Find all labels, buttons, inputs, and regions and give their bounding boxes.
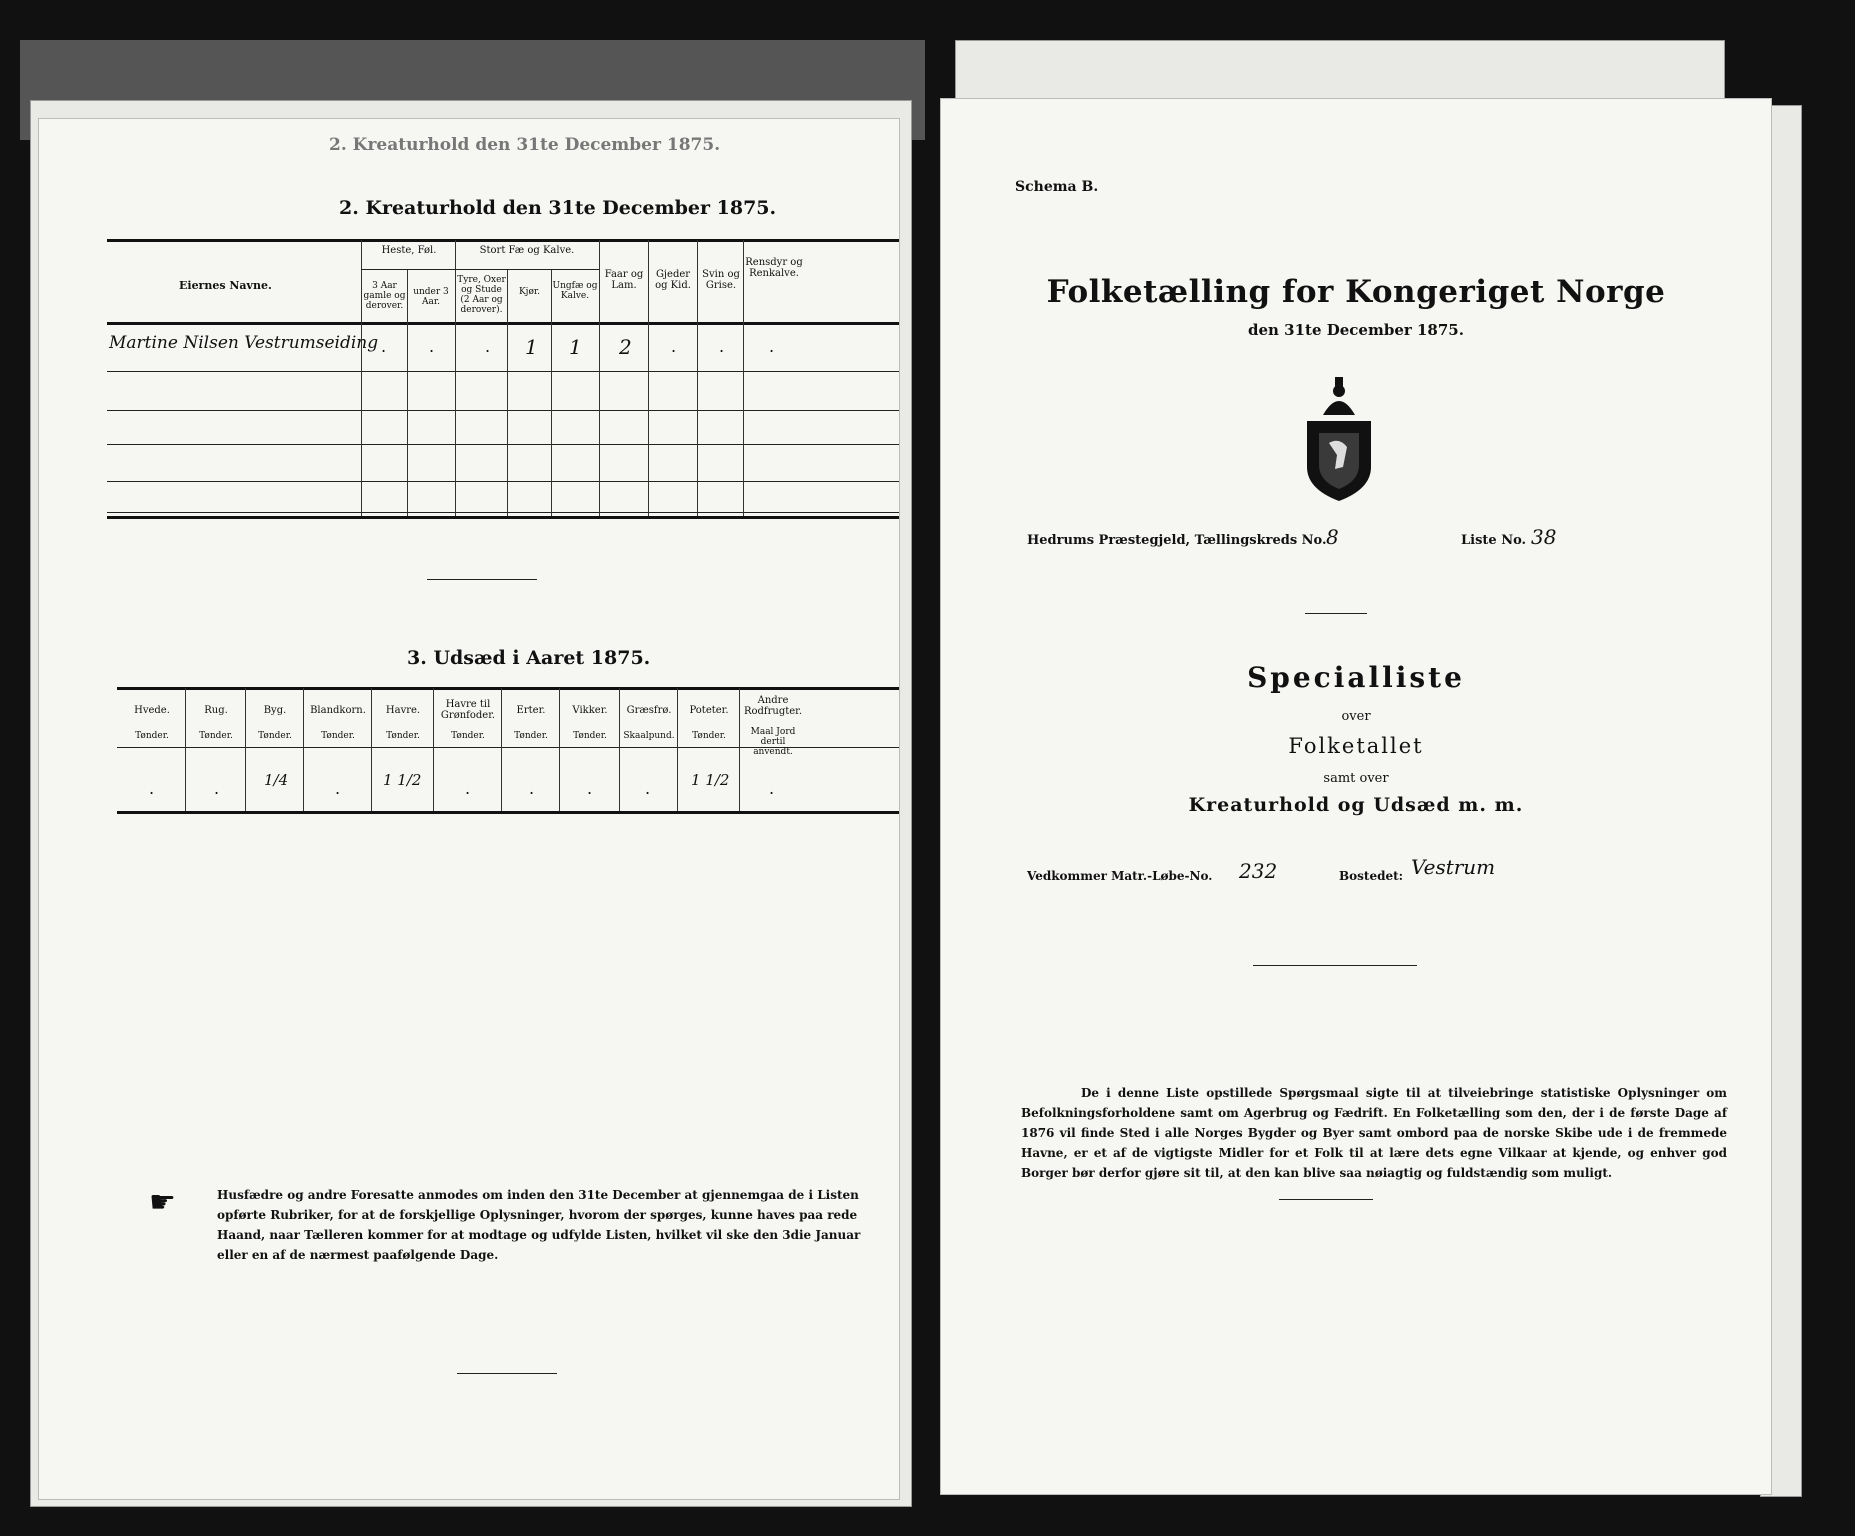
s3-unit: Tønder. xyxy=(451,731,485,741)
s2-value: 1 xyxy=(525,335,538,359)
s3-header: Havre. xyxy=(385,705,421,716)
s3-unit: Tønder. xyxy=(258,731,292,741)
s2-col-line xyxy=(743,240,744,516)
right-page xyxy=(940,98,1772,1495)
s3-header: Blandkorn. xyxy=(310,705,366,716)
s2-top-rule xyxy=(107,239,900,242)
s3-col-line xyxy=(677,688,678,811)
s3-col-line xyxy=(303,688,304,811)
s3-value: . xyxy=(529,779,535,798)
matr-label: Vedkommer Matr.-Løbe-No. xyxy=(1027,869,1213,883)
bosted-value: Vestrum xyxy=(1411,855,1496,879)
s3-header: Hvede. xyxy=(134,705,170,716)
s3-header: Byg. xyxy=(263,705,287,716)
owner-col-header: Eiernes Navne. xyxy=(179,279,272,292)
folketallet-heading: Folketallet xyxy=(1288,734,1424,758)
s3-value: 1/4 xyxy=(264,771,289,789)
s2-row-rule xyxy=(107,512,900,513)
s3-unit: Tønder. xyxy=(692,731,726,741)
section3-title: 3. Udsæd i Aaret 1875. xyxy=(407,647,651,669)
liste-no: 38 xyxy=(1531,525,1557,549)
matr-no: 232 xyxy=(1239,859,1278,883)
s3-unit: Tønder. xyxy=(199,731,233,741)
s3-bottom-rule xyxy=(117,811,900,814)
group-header: Stort Fæ og Kalve. xyxy=(479,245,575,256)
subcol-header: under 3 Aar. xyxy=(413,287,449,307)
s3-top-rule xyxy=(117,687,900,690)
subcol-header: Ungfæ og Kalve. xyxy=(552,281,598,301)
s3-value: . xyxy=(769,779,775,798)
s2-value: . xyxy=(769,337,775,356)
s2-head-rule xyxy=(107,322,900,325)
subcol-header: Kjør. xyxy=(518,287,541,297)
s3-value: 1 1/2 xyxy=(691,771,730,789)
s2-bottom-rule xyxy=(107,516,900,519)
separator xyxy=(1305,613,1367,614)
s2-value: . xyxy=(485,337,491,356)
s2-col-line xyxy=(551,269,552,516)
subtitle: den 31te December 1875. xyxy=(1248,321,1464,339)
pointing-hand-icon: ☛ xyxy=(149,1185,176,1220)
s2-value: 1 xyxy=(569,335,582,359)
over-text: over xyxy=(1341,709,1371,724)
specialliste-heading: Specialliste xyxy=(1247,661,1465,694)
group-header: Faar og Lam. xyxy=(604,269,644,291)
s3-header: Græsfrø. xyxy=(626,705,672,716)
s2-col-line xyxy=(599,240,600,516)
s2-value: . xyxy=(429,337,435,356)
info-text: De i denne Liste opstillede Spørgsmaal sigte til at tilveiebringe statistiske Oplysninger om Befolkningsforholdene samt om Agerbrug og Fædrift. En Folketælling som den, der i de første Dage af 1876 vil finde Sted i alle Norges Bygder og Byer samt ombord paa de norske Skibe ude i de fremmede Havne, er et af de vigtigste Midler for et Folk til at lære dets egne Vilkaar at kjende, og enhver god Borger bør derfor gjøre sit til, at den kan blive saa nøiagtig og fuldstændig som muligt. xyxy=(1021,1086,1727,1180)
ghost-heading: 2. Kreaturhold den 31te December 1875. xyxy=(329,135,721,155)
s3-col-line xyxy=(371,688,372,811)
s3-header: Erter. xyxy=(516,705,546,716)
section2-title: 2. Kreaturhold den 31te December 1875. xyxy=(339,197,777,219)
s3-value: . xyxy=(214,779,220,798)
s3-header: Poteter. xyxy=(689,705,729,716)
s3-col-line xyxy=(739,688,740,811)
s2-row-rule xyxy=(107,481,900,482)
s2-col-line xyxy=(697,240,698,516)
group-header: Heste, Føl. xyxy=(381,245,437,256)
bottom-separator xyxy=(1279,1199,1373,1200)
s3-value: 1 1/2 xyxy=(383,771,422,789)
s2-value: 2 xyxy=(619,335,632,359)
kreaturhold-heading: Kreaturhold og Udsæd m. m. xyxy=(1188,794,1524,816)
s3-value: . xyxy=(587,779,593,798)
note-text: Husfædre og andre Foresatte anmodes om inden den 31te December at gjennemgaa de i Listen opførte Rubriker, for at de forskjellige Oplysninger, hvorom der spørges, kunne haves paa rede Haand, naar Tælleren kommer for at modtage og udfylde Listen, hvilket vil ske den 3die Januar eller en af de nærmest paafølgende Dage. xyxy=(217,1188,861,1262)
subcol-header: 3 Aar gamle og derover. xyxy=(363,281,406,311)
coat-of-arms-icon xyxy=(1297,377,1381,503)
s3-col-line xyxy=(433,688,434,811)
prestegjeld-label: Hedrums Præstegjeld, Tællingskreds No. xyxy=(1027,533,1327,548)
group-header: Gjeder og Kid. xyxy=(655,269,691,291)
s3-unit: Tønder. xyxy=(135,731,169,741)
liste-label: Liste No. xyxy=(1461,533,1527,548)
s3-header: Vikker. xyxy=(572,705,608,716)
s3-unit: Skaalpund. xyxy=(623,731,675,741)
schema-label: Schema B. xyxy=(1015,179,1099,195)
s2-value: . xyxy=(719,337,725,356)
s2-group-rule xyxy=(361,269,599,270)
s3-col-line xyxy=(245,688,246,811)
group-header: Svin og Grise. xyxy=(702,269,740,291)
s3-header: Andre Rodfrugter. xyxy=(743,695,803,717)
s2-row-rule xyxy=(107,410,900,411)
s3-header: Rug. xyxy=(204,705,228,716)
s3-value: . xyxy=(645,779,651,798)
main-title: Folketælling for Kongeriget Norge xyxy=(1046,274,1666,310)
bosted-label: Bostedet: xyxy=(1339,869,1404,883)
owner-name: Martine Nilsen Vestrumseiding xyxy=(109,333,379,353)
subcol-header: Tyre, Oxer og Stude (2 Aar og derover). xyxy=(457,275,506,315)
s2-col-line xyxy=(507,269,508,516)
s3-col-line xyxy=(619,688,620,811)
samt-over-text: samt over xyxy=(1323,771,1389,786)
s3-unit: Tønder. xyxy=(514,731,548,741)
group-header: Rensdyr og Renkalve. xyxy=(745,257,803,279)
s3-value: . xyxy=(149,779,155,798)
s3-unit: Tønder. xyxy=(573,731,607,741)
s3-col-line xyxy=(185,688,186,811)
s2-col-line xyxy=(648,240,649,516)
s2-row-rule xyxy=(107,371,900,372)
s2-value: . xyxy=(381,337,387,356)
separator xyxy=(1253,965,1417,966)
kreds-no: 8 xyxy=(1326,525,1339,549)
bottom-separator xyxy=(457,1373,557,1374)
s2-value: . xyxy=(671,337,677,356)
s3-unit: Tønder. xyxy=(321,731,355,741)
s2-row-rule xyxy=(107,444,900,445)
s3-value: . xyxy=(465,779,471,798)
s3-header: Havre til Grønfoder. xyxy=(440,699,496,721)
s3-unit: Maal Jord dertil anvendt. xyxy=(750,727,796,757)
s3-value: . xyxy=(335,779,341,798)
left-page xyxy=(38,118,900,1500)
s3-col-line xyxy=(501,688,502,811)
s3-col-line xyxy=(559,688,560,811)
s3-unit: Tønder. xyxy=(386,731,420,741)
separator xyxy=(427,579,537,580)
